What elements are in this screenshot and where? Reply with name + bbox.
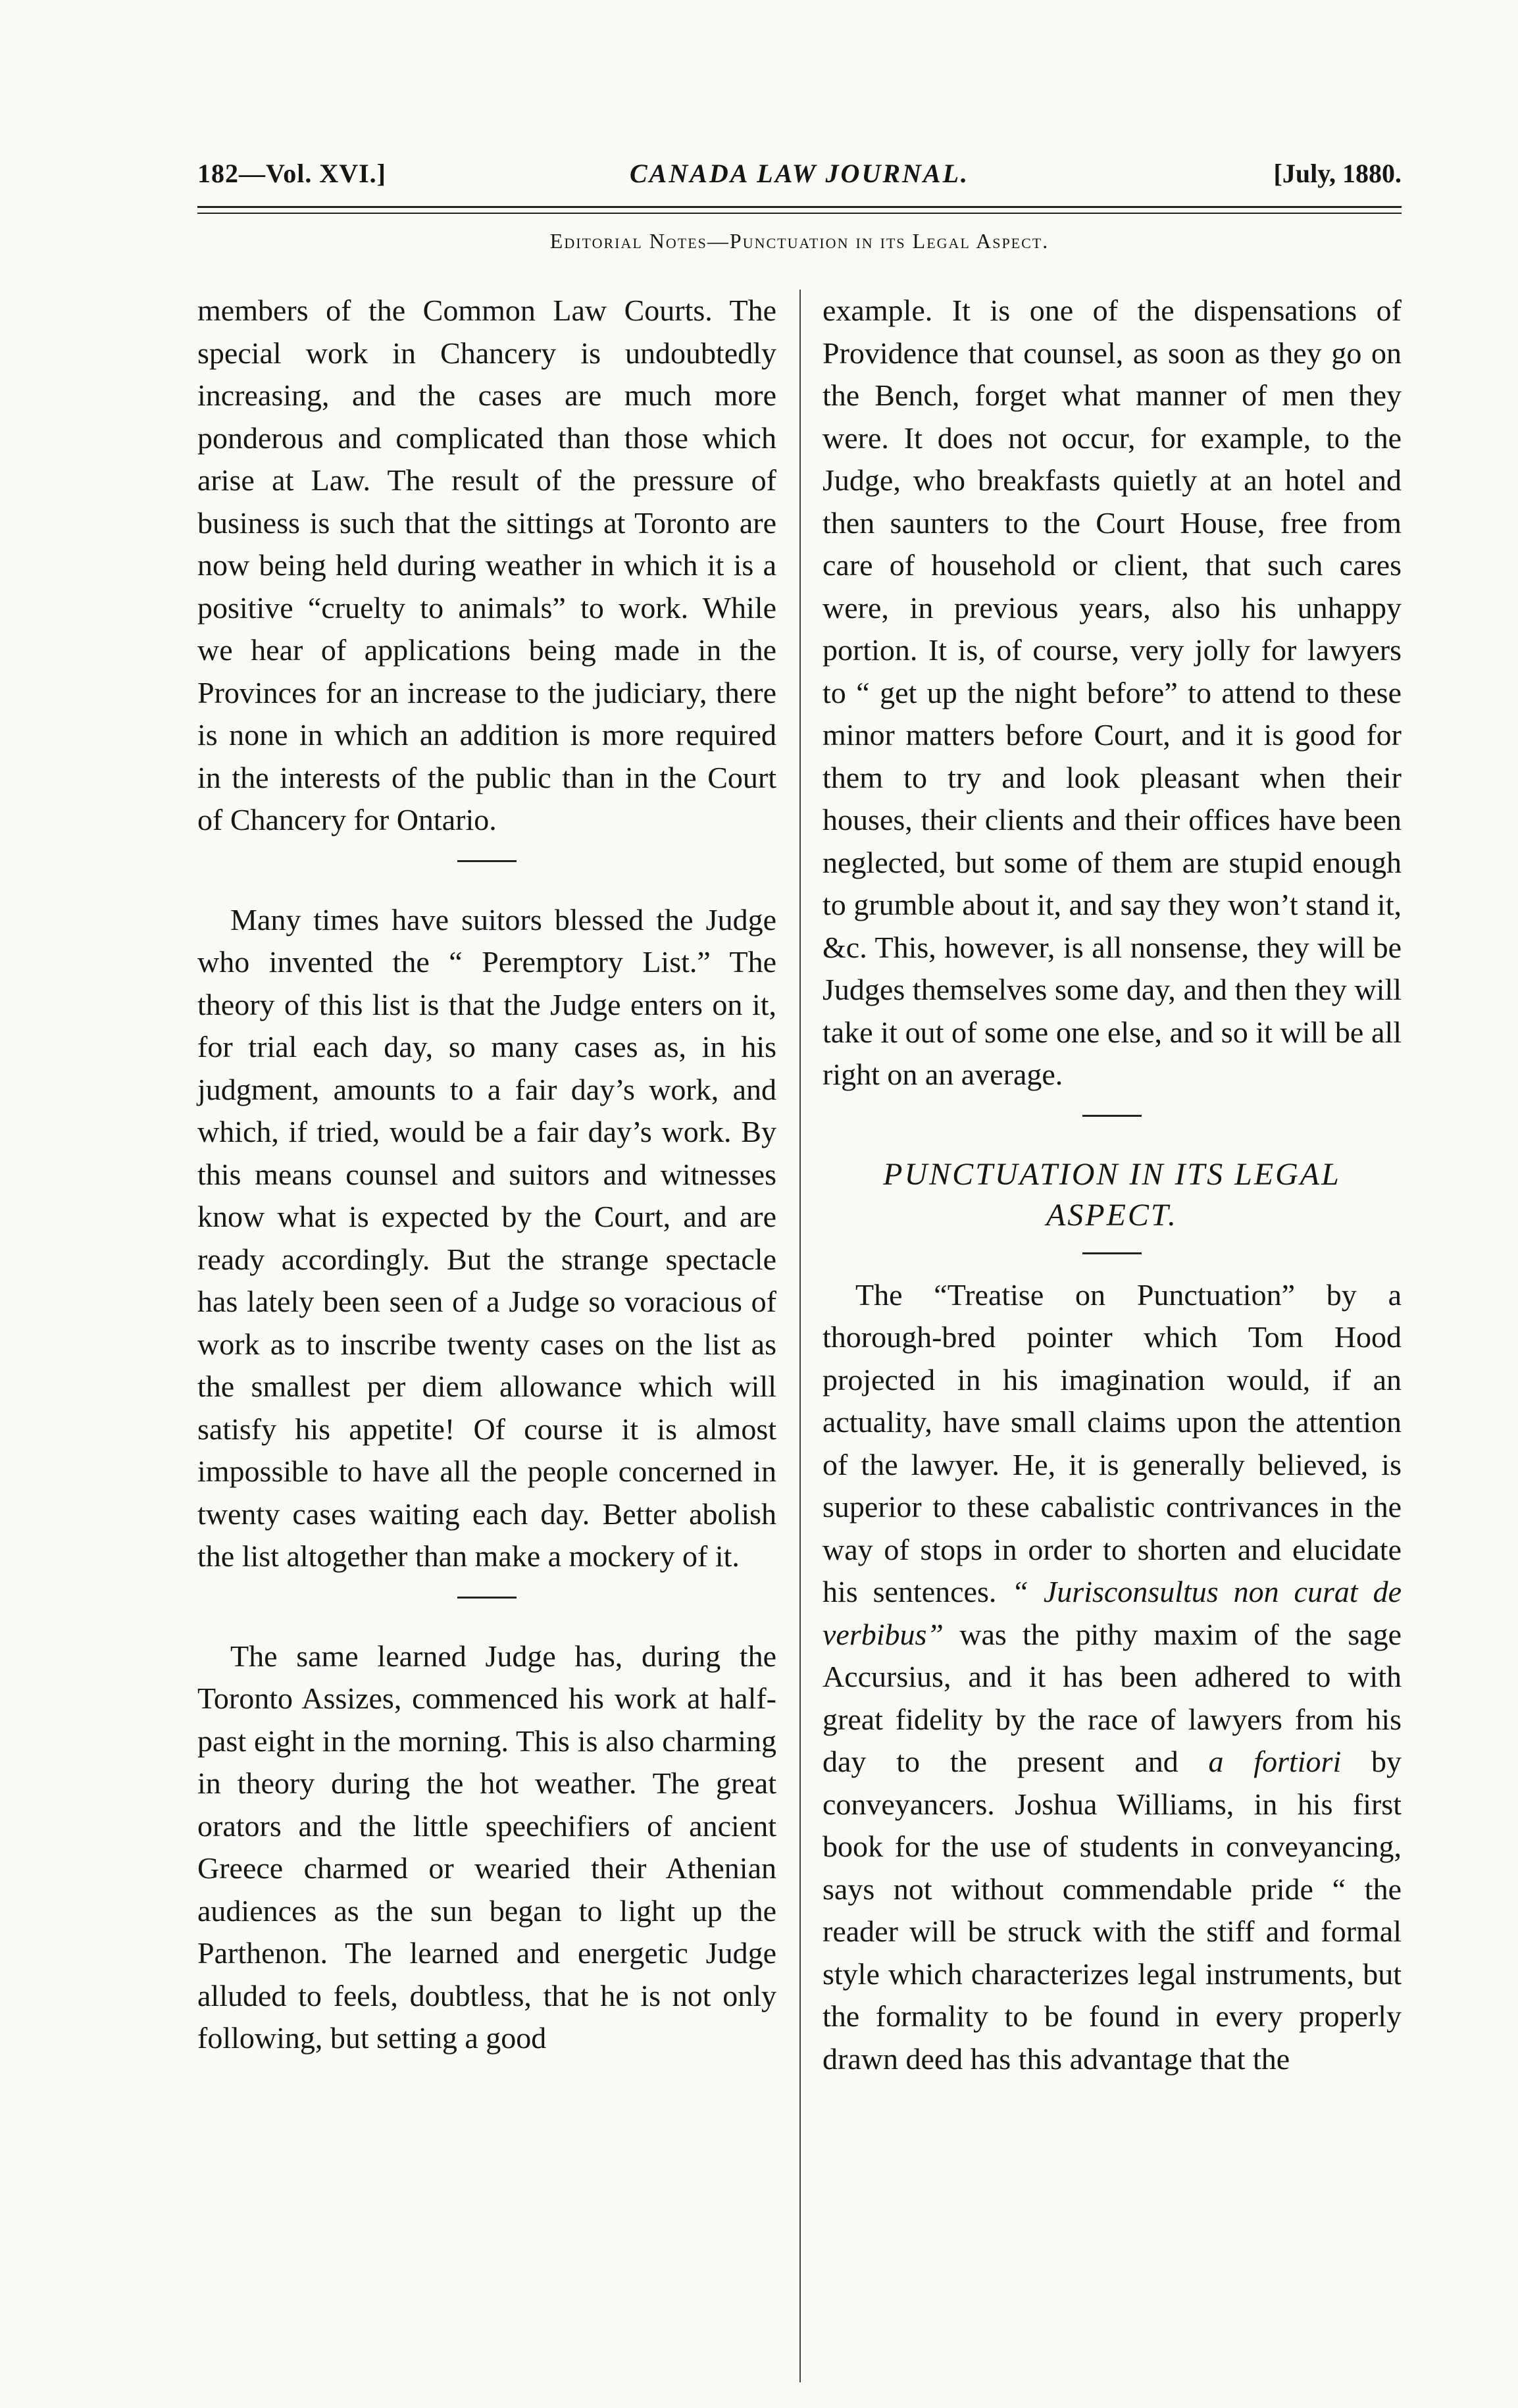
- text-segment: by conveyancers. Joshua Williams, in his first book for the use of students in conveyancing, says not without commendable pride “ the reader will be struck with the stiff and formal style which characterizes legal instruments, but the formality to be found in every properly drawn deed has this advantage that the: [822, 1745, 1402, 2076]
- header-rule-thin: [197, 213, 1402, 214]
- section-divider: [457, 860, 517, 862]
- paragraph-chancery: members of the Common Law Courts. The special work in Chancery is undoubtedly increasing, and the cases are much more ponderous and complicated than those which arise at Law. The result of the pressure of business is such that the sittings at Toronto are now being held during weather in which it is a positive “cruelty to animals” to work. While we hear of applications being made in the Provinces for an increase to the judiciary, there is none in which an addition is more required in the interests of the public than in the Court of Chancery for Ontario.: [197, 294, 776, 836]
- text-segment: The “Treatise on Punctuation” by a thorough-bred pointer which Tom Hood projected in his imagination would, if an actuality, have small claims upon the attention of the lawyer. He, it is generally believed, is superior to these cabalistic contrivances in the way of stops in order to shorten and elucidate his sentences.: [822, 1277, 1402, 1608]
- text-segment: was the pithy maxim of the sage Accursius, and it has been adhered to with great fidelity by the race of lawyers from his day to the present and: [822, 1617, 1402, 1778]
- header-rule: [197, 206, 1402, 208]
- article-heading: PUNCTUATION IN ITS LEGAL: [883, 1156, 1341, 1192]
- latin-maxim: “ Jurisconsultus non curat de verbibus”: [822, 1575, 1402, 1651]
- section-subheader: Editorial Notes—Punctuation in its Legal Aspect.: [549, 229, 1050, 253]
- article-heading-line2: ASPECT.: [1046, 1197, 1178, 1233]
- left-column: [197, 290, 776, 2060]
- column-rule: [799, 290, 801, 2382]
- heading-divider: [1082, 1252, 1142, 1254]
- section-divider: [457, 1597, 517, 1599]
- page: [197, 151, 1402, 2389]
- right-column: [822, 290, 1402, 2080]
- journal-title: CANADA LAW JOURNAL.: [629, 159, 970, 188]
- paragraph-peremptory-list: Many times have suitors blessed the Judge who invented the “ Peremptory List.” The theory of this list is that the Judge enters on it, for trial each day, so many cases as, in his judgment, amounts to a fair day’s work, and which, if tried, would be a fair day’s work. By this means counsel and suitors and witnesses know what is expected by the Court, and are ready accordingly. But the strange spectacle has lately been seen of a Judge so voracious of work as to inscribe twenty cases on the list as the smallest per diem allowance which will satisfy his appetite! Of course it is almost impossible to have all the people concerned in twenty cases waiting each day. Better abolish the list altogether than make a mockery of it.: [197, 902, 776, 1573]
- latin-phrase: a fortiori: [1208, 1745, 1342, 1778]
- issue-date: [July, 1880.: [1273, 159, 1402, 188]
- page-volume: 182—Vol. XVI.]: [197, 159, 386, 188]
- running-header: [197, 151, 1402, 197]
- section-divider: [1082, 1115, 1142, 1117]
- paragraph-assizes: The same learned Judge has, during the Toronto Assizes, commenced his work at half-past eight in the morning. This is also charming in theory during the hot weather. The great orators and the little speechifiers of ancient Greece charmed or wearied their Athenian audiences as the sun began to light up the Parthenon. The learned and energetic Judge alluded to feels, doubtless, that he is not only following, but setting a good: [197, 1639, 776, 2055]
- paragraph-punctuation: [822, 1274, 1402, 2081]
- paragraph-example: example. It is one of the dispensations of Providence that counsel, as soon as they go on the Bench, forget what manner of men they were. It does not occur, for example, to the Judge, who breakfasts quietly at an hotel and then saunters to the Court House, free from care of household or client, that such cares were, in previous years, also his unhappy portion. It is, of course, very jolly for lawyers to “ get up the night before” to attend to these minor matters before Court, and it is good for them to try and look pleasant when their houses, their clients and their offices have been neglected, but some of them are stupid enough to grumble about it, and say they won’t stand it, &c. This, however, is all nonsense, they will be Judges themselves some day, and then they will take it out of some one else, and so it will be all right on an average.: [822, 294, 1402, 1091]
